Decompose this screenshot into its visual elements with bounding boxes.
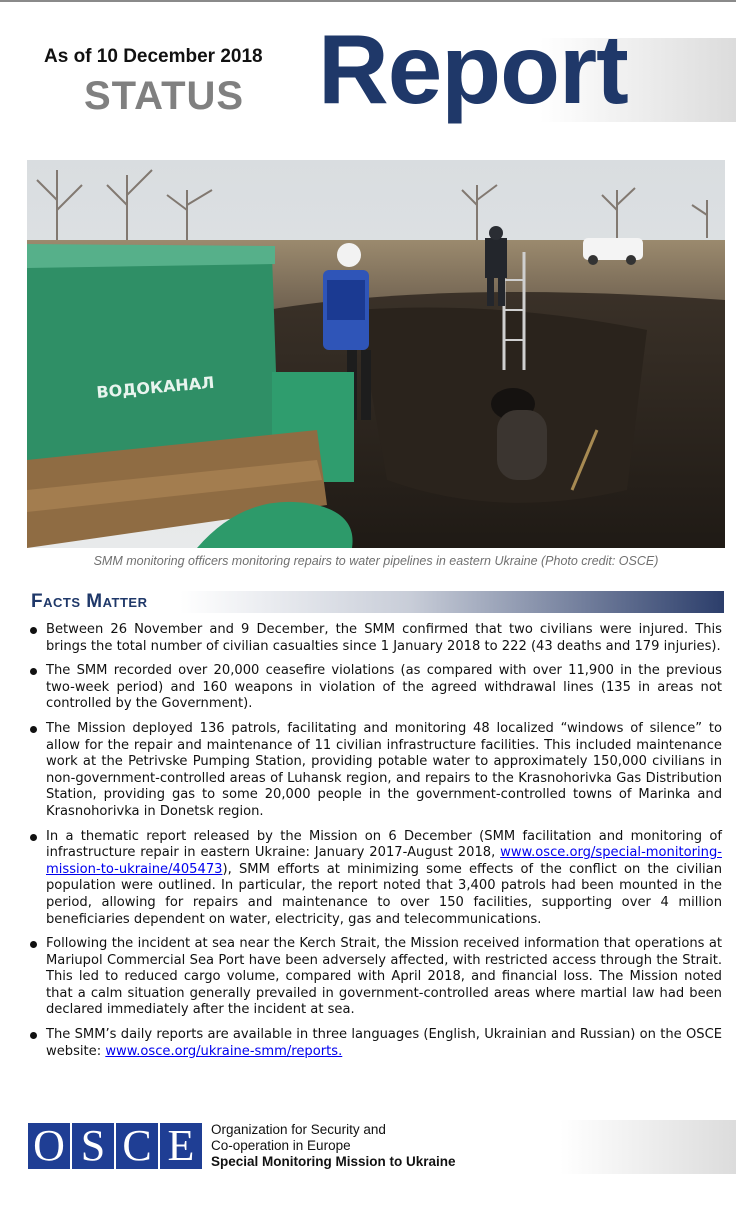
bullet-text-before-link: In a thematic report released by the Mission on 6 December (SMM facilitation and monitoring of infrastructure repair in eastern Ukraine: January 2017-August 2018, <box>46 828 722 861</box>
organization-name <box>211 1122 456 1170</box>
bullet-text: Following the incident at sea near the Kerch Strait, the Mission received information that operations at Mariupol Commercial Sea Port have been adversely affected, with restricted access through the Strait. This led to reduced cargo volume, compared with April 2018, and financial loss. The Mission noted that a calm situation generally prevailed in government-controlled areas where martial law had been declared immediately after the incident at sea. <box>46 936 722 1018</box>
osce-logo <box>27 1122 203 1170</box>
bullet-icon <box>30 1032 37 1039</box>
report-heading: Report <box>318 14 628 124</box>
bullet-icon <box>30 834 37 841</box>
report-date: As of 10 December 2018 <box>44 46 263 67</box>
facts-list <box>30 622 722 1068</box>
bullet-text-before-link: The SMM’s daily reports are available in three languages (English, Ukrainian and Russian) on the OSCE website: <box>46 1027 722 1059</box>
facts-heading: Facts Matter <box>31 591 148 612</box>
bullet-icon <box>30 627 37 634</box>
bullet-icon <box>30 668 37 675</box>
list-item <box>30 1027 722 1060</box>
org-line-3: Special Monitoring Mission to Ukraine <box>211 1154 456 1169</box>
top-rule <box>0 0 736 2</box>
org-line-2: Co-operation in Europe <box>211 1138 351 1153</box>
bullet-text: The SMM recorded over 20,000 ceasefire violations (as compared with over 11,900 in the previous two-week period) and 160 weapons in violation of the agreed withdrawal lines (135 in areas not controlled by the Government). <box>46 663 722 712</box>
logo-letter-e: E <box>159 1122 203 1170</box>
photo-caption: SMM monitoring officers monitoring repairs to water pipelines in eastern Ukraine (Photo credit: OSCE) <box>93 554 659 568</box>
org-line-1: Organization for Security and <box>211 1122 386 1137</box>
list-item <box>30 663 722 713</box>
bullet-icon <box>30 941 37 948</box>
list-item <box>30 721 722 821</box>
bullet-text: Between 26 November and 9 December, the SMM confirmed that two civilians were injured. This brings the total number of civilian casualties since 1 January 2018 to 222 (43 deaths and 179 injuries). <box>46 622 722 654</box>
thematic-report-link[interactable]: www.osce.org/special-monitoring-mission-to-ukraine/405473 <box>46 845 722 877</box>
daily-reports-link[interactable]: www.osce.org/ukraine-smm/reports. <box>105 1043 343 1059</box>
footer-gradient <box>560 1120 736 1174</box>
logo-letter-o: O <box>27 1122 71 1170</box>
vodokanal-sign: ВОДОКАНАЛ <box>95 372 216 402</box>
bullet-text: The Mission deployed 136 patrols, facilitating and monitoring 48 localized “windows of silence” to allow for the repair and maintenance of 11 civilian infrastructure facilities. This included maintenance work at the Petrivske Pumping Station, providing potable water to approximately 150,000 civilians in non-government-controlled areas of Luhansk region, and repairs to the Krasnohorivka Gas Distribution Station, providing gas to some 20,000 people in the government-controlled towns of Marinka and Krasnohorivka in Donetsk region. <box>46 720 722 819</box>
logo-letter-s: S <box>71 1122 115 1170</box>
bullet-text-after-link: ), SMM efforts at minimizing some effects of the conflict on the civilian population were outlined. In particular, the report noted that 3,400 patrols had been mounted in the period, allowing for repairs and maintenance to over 150 facilities, supporting over 4 million beneficiaries dependent on water, electricity, gas and telecommunications. <box>46 861 722 927</box>
list-item <box>30 622 722 655</box>
list-item <box>30 829 722 929</box>
header-photo <box>27 160 725 548</box>
status-heading: STATUS <box>84 74 245 118</box>
logo-letter-c: C <box>115 1122 159 1170</box>
bullet-icon <box>30 726 37 733</box>
list-item <box>30 936 722 1019</box>
